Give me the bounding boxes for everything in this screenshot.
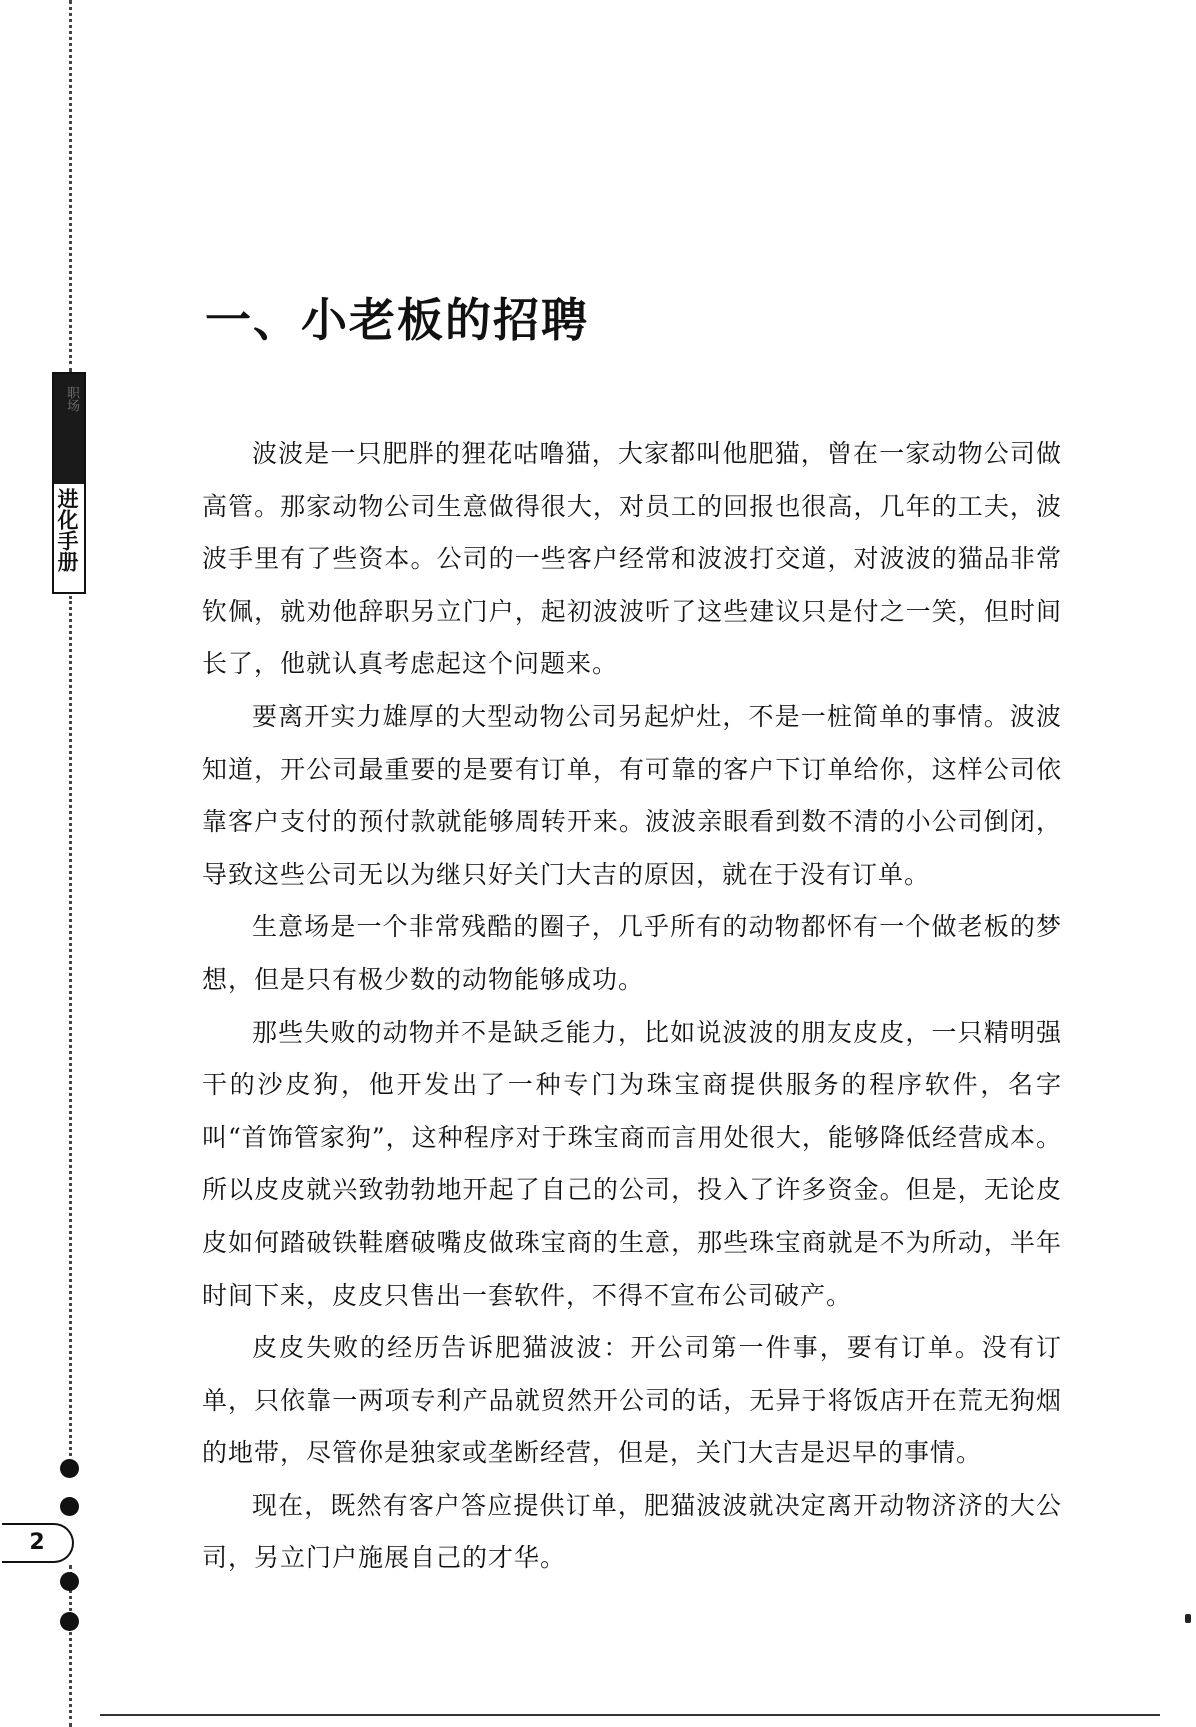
margin-bullet: [60, 1572, 79, 1591]
scan-speck: [1185, 1614, 1191, 1623]
margin-dotted-line-middle: [69, 596, 72, 1456]
paragraph: 要离开实力雄厚的大型动物公司另起炉灶，不是一桩简单的事情。波波知道，开公司最重要的是要有订单，有可靠的客户下订单给你，这样公司依靠客户支付的预付款就能够周转开来。波波亲眼看到数不清的小公司倒闭，导致这些公司无以为继只好关门大吉的原因，就在于没有订单。: [202, 701, 1062, 889]
paragraph: 皮皮失败的经历告诉肥猫波波：开公司第一件事，要有订单。没有订单，只依靠一两项专利产品就贸然开公司的话，无异于将饭店开在荒无狗烟的地带，尽管你是独家或垄断经营，但是，关门大吉是迟早的事情。: [202, 1333, 1062, 1468]
section-title: 一、小老板的招聘: [205, 293, 589, 347]
paragraph: 波波是一只肥胖的狸花咕噜猫，大家都叫他肥猫，曾在一家动物公司做高管。那家动物公司生意做得很大，对员工的回报也很高，几年的工夫，波波手里有了些资本。公司的一些客户经常和波波打交道，对波波的猫品非常钦佩，就劝他辞职另立门户，起初波波听了这些建议只是付之一笑，但时间长了，他就认真考虑起这个问题来。: [202, 439, 1062, 679]
margin-bullet: [60, 1459, 79, 1478]
side-tab-dark-block: [54, 374, 84, 484]
page-number: 2: [2, 1523, 74, 1563]
side-tab-label: 进化手册: [55, 488, 79, 572]
margin-dotted-line-top: [69, 0, 72, 372]
bottom-rule: [100, 1714, 1160, 1716]
paragraph: 现在，既然有客户答应提供订单，肥猫波波就决定离开动物济济的大公司，另立门户施展自己的才华。: [202, 1490, 1062, 1573]
body-text: [202, 428, 1062, 1585]
paragraph: 那些失败的动物并不是缺乏能力，比如说波波的朋友皮皮，一只精明强干的沙皮狗，他开发出了一种专门为珠宝商提供服务的程序软件，名字叫“首饰管家狗”，这种程序对于珠宝商而言用处很大，能够降低经营成本。所以皮皮就兴致勃勃地开起了自己的公司，投入了许多资金。但是，无论皮皮如何踏破铁鞋磨破嘴皮做珠宝商的生意，那些珠宝商就是不为所动，半年时间下来，皮皮只售出一套软件，不得不宣布公司破产。: [202, 1017, 1062, 1310]
paragraph: 生意场是一个非常残酷的圈子，几乎所有的动物都怀有一个做老板的梦想，但是只有极少数的动物能够成功。: [202, 912, 1062, 994]
margin-bullet: [60, 1612, 79, 1631]
side-tab-top-text: 职场: [64, 386, 79, 412]
chapter-side-tab: [52, 372, 86, 594]
margin-bullet: [60, 1497, 79, 1516]
